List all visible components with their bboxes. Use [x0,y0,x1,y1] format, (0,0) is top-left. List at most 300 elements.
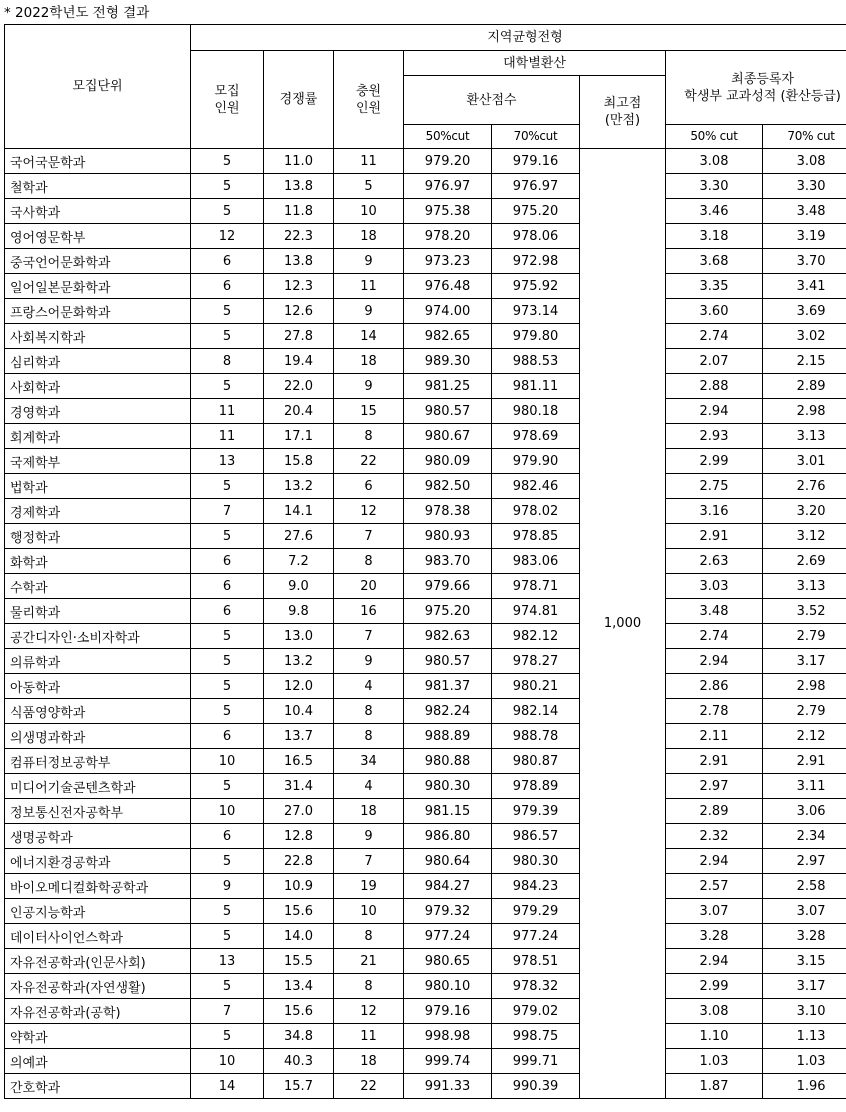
table-row [5,524,846,549]
row-extra: 9 [334,374,404,399]
row-extra: 5 [334,174,404,199]
table-body [5,149,846,1099]
row-grade50: 2.63 [666,549,763,574]
row-score50: 979.66 [404,574,492,599]
row-score70: 986.57 [492,824,580,849]
row-grade50: 2.74 [666,324,763,349]
row-grade70: 3.13 [763,574,846,599]
row-competition: 12.0 [264,674,334,699]
row-recruit: 12 [191,224,264,249]
row-recruit: 11 [191,399,264,424]
row-competition: 9.0 [264,574,334,599]
admission-results-table [4,24,846,1099]
row-grade70: 3.11 [763,774,846,799]
row-competition: 15.7 [264,1074,334,1099]
row-grade50: 2.97 [666,774,763,799]
row-score50: 978.20 [404,224,492,249]
row-score50: 989.30 [404,349,492,374]
row-name: 회계학과 [5,424,191,449]
row-name: 컴퓨터정보공학부 [5,749,191,774]
row-grade70: 3.02 [763,324,846,349]
row-competition: 13.2 [264,649,334,674]
row-competition: 15.6 [264,999,334,1024]
row-grade70: 3.12 [763,524,846,549]
row-name: 자유전공학과(공학) [5,999,191,1024]
row-score50: 988.89 [404,724,492,749]
table-header [5,25,846,149]
row-competition: 11.0 [264,149,334,174]
row-name: 자유전공학과(자연생활) [5,974,191,999]
row-extra: 7 [334,524,404,549]
row-extra: 8 [334,549,404,574]
table-row [5,224,846,249]
row-grade50: 1.87 [666,1074,763,1099]
row-extra: 19 [334,874,404,899]
row-name: 간호학과 [5,1074,191,1099]
row-extra: 18 [334,224,404,249]
row-score50: 980.64 [404,849,492,874]
row-competition: 12.8 [264,824,334,849]
row-recruit: 6 [191,724,264,749]
header-max-score [580,76,666,149]
table-row [5,374,846,399]
row-name: 국제학부 [5,449,191,474]
row-recruit: 8 [191,349,264,374]
header-univ-conv: 대학별환산 [404,51,666,76]
row-score50: 978.38 [404,499,492,524]
row-competition: 13.4 [264,974,334,999]
row-score70: 990.39 [492,1074,580,1099]
table-row [5,749,846,774]
row-recruit: 5 [191,924,264,949]
row-name: 바이오메디컬화학공학과 [5,874,191,899]
row-score50: 982.50 [404,474,492,499]
row-grade50: 3.30 [666,174,763,199]
row-grade50: 2.11 [666,724,763,749]
row-extra: 18 [334,349,404,374]
row-competition: 15.5 [264,949,334,974]
header-cut50: 50%cut [404,125,492,149]
row-score50: 983.70 [404,549,492,574]
row-competition: 27.6 [264,524,334,549]
row-score70: 978.06 [492,224,580,249]
row-grade70: 1.13 [763,1024,846,1049]
row-score50: 977.24 [404,924,492,949]
row-score50: 980.65 [404,949,492,974]
row-score50: 999.74 [404,1049,492,1074]
row-name: 영어영문학부 [5,224,191,249]
row-score50: 976.48 [404,274,492,299]
row-grade50: 2.94 [666,849,763,874]
row-competition: 12.3 [264,274,334,299]
header-recruit [191,51,264,149]
row-recruit: 5 [191,1024,264,1049]
table-row [5,924,846,949]
table-row [5,474,846,499]
row-grade70: 2.34 [763,824,846,849]
table-row [5,174,846,199]
row-grade50: 3.03 [666,574,763,599]
row-grade50: 2.93 [666,424,763,449]
row-grade50: 2.89 [666,799,763,824]
table-row [5,149,846,174]
row-competition: 13.0 [264,624,334,649]
row-grade70: 3.70 [763,249,846,274]
row-score70: 972.98 [492,249,580,274]
row-name: 데이터사이언스학과 [5,924,191,949]
row-grade70: 3.52 [763,599,846,624]
row-score50: 980.30 [404,774,492,799]
row-competition: 31.4 [264,774,334,799]
row-competition: 19.4 [264,349,334,374]
row-extra: 22 [334,1074,404,1099]
row-recruit: 6 [191,274,264,299]
row-name: 의생명과학과 [5,724,191,749]
row-grade50: 2.78 [666,699,763,724]
row-name: 공간디자인·소비자학과 [5,624,191,649]
row-grade50: 3.08 [666,149,763,174]
table-caption: * 2022학년도 전형 결과 [4,5,150,21]
table-row [5,899,846,924]
row-name: 철학과 [5,174,191,199]
row-grade70: 2.69 [763,549,846,574]
row-competition: 15.8 [264,449,334,474]
row-extra: 10 [334,199,404,224]
row-recruit: 5 [191,474,264,499]
row-score50: 975.20 [404,599,492,624]
table-row [5,274,846,299]
row-competition: 13.8 [264,249,334,274]
row-recruit: 14 [191,1074,264,1099]
row-recruit: 6 [191,599,264,624]
row-score50: 982.24 [404,699,492,724]
row-competition: 34.8 [264,1024,334,1049]
row-competition: 17.1 [264,424,334,449]
row-score70: 978.51 [492,949,580,974]
row-grade70: 1.96 [763,1074,846,1099]
table-row [5,399,846,424]
row-grade50: 1.03 [666,1049,763,1074]
row-score70: 978.32 [492,974,580,999]
row-name: 경제학과 [5,499,191,524]
row-grade70: 3.20 [763,499,846,524]
row-recruit: 5 [191,899,264,924]
row-name: 수학과 [5,574,191,599]
row-extra: 6 [334,474,404,499]
table-row [5,674,846,699]
table-row [5,849,846,874]
row-recruit: 6 [191,249,264,274]
table-row [5,249,846,274]
row-score50: 982.63 [404,624,492,649]
row-grade50: 3.08 [666,999,763,1024]
row-name: 아동학과 [5,674,191,699]
table-row [5,624,846,649]
row-score70: 980.21 [492,674,580,699]
row-score70: 979.39 [492,799,580,824]
row-score70: 978.71 [492,574,580,599]
row-grade50: 3.48 [666,599,763,624]
row-extra: 7 [334,624,404,649]
row-competition: 22.0 [264,374,334,399]
header-cut70: 70%cut [492,125,580,149]
row-grade70: 3.17 [763,649,846,674]
row-name: 중국언어문화학과 [5,249,191,274]
row-extra: 9 [334,249,404,274]
row-recruit: 10 [191,799,264,824]
row-competition: 14.0 [264,924,334,949]
table-row [5,774,846,799]
row-grade50: 2.75 [666,474,763,499]
header-max-line2: (만점) [604,113,641,128]
row-recruit: 6 [191,549,264,574]
row-score70: 988.78 [492,724,580,749]
row-extra: 9 [334,649,404,674]
row-grade70: 3.19 [763,224,846,249]
row-grade70: 2.97 [763,849,846,874]
row-score70: 977.24 [492,924,580,949]
row-score50: 991.33 [404,1074,492,1099]
row-recruit: 5 [191,849,264,874]
row-extra: 11 [334,1024,404,1049]
table-row [5,974,846,999]
row-grade70: 2.98 [763,399,846,424]
row-score50: 980.88 [404,749,492,774]
row-score50: 981.37 [404,674,492,699]
row-score70: 984.23 [492,874,580,899]
row-grade50: 2.88 [666,374,763,399]
row-grade70: 3.69 [763,299,846,324]
table-row [5,499,846,524]
row-score70: 982.12 [492,624,580,649]
row-grade70: 3.41 [763,274,846,299]
row-score50: 979.32 [404,899,492,924]
row-recruit: 5 [191,174,264,199]
table-row [5,424,846,449]
row-score70: 998.75 [492,1024,580,1049]
row-extra: 14 [334,324,404,349]
header-unit: 모집단위 [5,25,191,149]
row-score50: 980.57 [404,399,492,424]
row-competition: 22.3 [264,224,334,249]
header-gcut70: 70% cut [763,125,846,149]
row-name: 심리학과 [5,349,191,374]
row-recruit: 9 [191,874,264,899]
header-final-line1: 최종등록자 [731,71,794,87]
row-name: 일어일본문화학과 [5,274,191,299]
row-grade70: 2.79 [763,624,846,649]
row-competition: 22.8 [264,849,334,874]
row-score50: 980.57 [404,649,492,674]
row-grade50: 2.07 [666,349,763,374]
row-recruit: 11 [191,424,264,449]
row-score70: 979.02 [492,999,580,1024]
row-competition: 15.6 [264,899,334,924]
row-recruit: 5 [191,624,264,649]
row-grade70: 2.91 [763,749,846,774]
row-score70: 979.29 [492,899,580,924]
row-recruit: 5 [191,699,264,724]
row-grade70: 2.58 [763,874,846,899]
row-name: 자유전공학과(인문사회) [5,949,191,974]
header-conv-score: 환산점수 [404,76,580,125]
row-extra: 8 [334,424,404,449]
row-score70: 988.53 [492,349,580,374]
row-score70: 980.87 [492,749,580,774]
row-score70: 978.02 [492,499,580,524]
row-score70: 979.90 [492,449,580,474]
row-extra: 11 [334,149,404,174]
row-competition: 27.8 [264,324,334,349]
row-extra: 4 [334,674,404,699]
row-grade70: 2.98 [763,674,846,699]
row-recruit: 10 [191,749,264,774]
row-grade50: 2.91 [666,524,763,549]
row-extra: 4 [334,774,404,799]
table-row [5,449,846,474]
row-extra: 7 [334,849,404,874]
row-name: 식품영양학과 [5,699,191,724]
row-grade50: 3.07 [666,899,763,924]
table-row [5,999,846,1024]
row-competition: 9.8 [264,599,334,624]
row-name: 약학과 [5,1024,191,1049]
row-grade50: 3.16 [666,499,763,524]
row-recruit: 7 [191,499,264,524]
row-competition: 20.4 [264,399,334,424]
row-competition: 10.9 [264,874,334,899]
row-competition: 12.6 [264,299,334,324]
row-competition: 13.7 [264,724,334,749]
row-competition: 13.8 [264,174,334,199]
table-row [5,649,846,674]
row-recruit: 13 [191,449,264,474]
table-row [5,299,846,324]
max-score-value: 1,000 [580,149,666,1099]
row-extra: 20 [334,574,404,599]
row-grade50: 3.46 [666,199,763,224]
row-extra: 8 [334,724,404,749]
header-group: 지역균형전형 [191,25,846,51]
table-row [5,574,846,599]
row-competition: 27.0 [264,799,334,824]
row-grade70: 3.30 [763,174,846,199]
row-extra: 34 [334,749,404,774]
row-extra: 16 [334,599,404,624]
table-row [5,549,846,574]
row-score50: 980.10 [404,974,492,999]
row-grade70: 2.79 [763,699,846,724]
row-extra: 8 [334,974,404,999]
row-grade70: 3.10 [763,999,846,1024]
row-name: 인공지능학과 [5,899,191,924]
row-extra: 18 [334,799,404,824]
row-score50: 980.09 [404,449,492,474]
row-score70: 980.30 [492,849,580,874]
row-score50: 973.23 [404,249,492,274]
header-max-line1: 최고점 [603,96,642,111]
row-grade70: 1.03 [763,1049,846,1074]
row-recruit: 5 [191,149,264,174]
row-name: 에너지환경공학과 [5,849,191,874]
header-extra-line1: 충원 [355,83,382,99]
header-gcut50: 50% cut [666,125,763,149]
row-grade50: 3.35 [666,274,763,299]
header-final-line2: 학생부 교과성적 (환산등급) [684,88,841,104]
row-score70: 976.97 [492,174,580,199]
row-score70: 975.92 [492,274,580,299]
row-score50: 982.65 [404,324,492,349]
row-name: 생명공학과 [5,824,191,849]
row-recruit: 7 [191,999,264,1024]
table-row [5,699,846,724]
row-score50: 980.67 [404,424,492,449]
row-score70: 982.46 [492,474,580,499]
table-row [5,799,846,824]
row-competition: 11.8 [264,199,334,224]
row-name: 경영학과 [5,399,191,424]
row-competition: 40.3 [264,1049,334,1074]
row-extra: 9 [334,299,404,324]
table-row [5,1024,846,1049]
row-extra: 12 [334,499,404,524]
row-extra: 8 [334,924,404,949]
row-recruit: 5 [191,774,264,799]
table-row [5,874,846,899]
row-name: 법학과 [5,474,191,499]
row-competition: 10.4 [264,699,334,724]
row-name: 물리학과 [5,599,191,624]
row-competition: 13.2 [264,474,334,499]
row-grade50: 3.60 [666,299,763,324]
row-score50: 979.20 [404,149,492,174]
row-recruit: 5 [191,524,264,549]
row-score50: 974.00 [404,299,492,324]
row-name: 행정학과 [5,524,191,549]
row-score50: 975.38 [404,199,492,224]
row-recruit: 5 [191,299,264,324]
header-recruit-line1: 모집 [214,83,240,99]
row-grade70: 2.15 [763,349,846,374]
row-grade50: 2.32 [666,824,763,849]
row-score50: 981.15 [404,799,492,824]
row-name: 화학과 [5,549,191,574]
row-score50: 984.27 [404,874,492,899]
row-grade70: 3.48 [763,199,846,224]
row-score70: 974.81 [492,599,580,624]
row-extra: 8 [334,699,404,724]
row-grade70: 3.01 [763,449,846,474]
row-extra: 18 [334,1049,404,1074]
row-recruit: 5 [191,649,264,674]
row-grade70: 2.89 [763,374,846,399]
row-recruit: 6 [191,824,264,849]
row-score70: 979.16 [492,149,580,174]
row-recruit: 5 [191,324,264,349]
row-name: 미디어기술콘텐츠학과 [5,774,191,799]
row-score50: 980.93 [404,524,492,549]
row-score70: 983.06 [492,549,580,574]
row-grade70: 2.12 [763,724,846,749]
row-grade70: 2.76 [763,474,846,499]
row-grade50: 2.94 [666,949,763,974]
row-name: 국어국문학과 [5,149,191,174]
table-row [5,824,846,849]
row-score70: 999.71 [492,1049,580,1074]
row-score70: 980.18 [492,399,580,424]
table-row [5,949,846,974]
row-grade50: 2.91 [666,749,763,774]
